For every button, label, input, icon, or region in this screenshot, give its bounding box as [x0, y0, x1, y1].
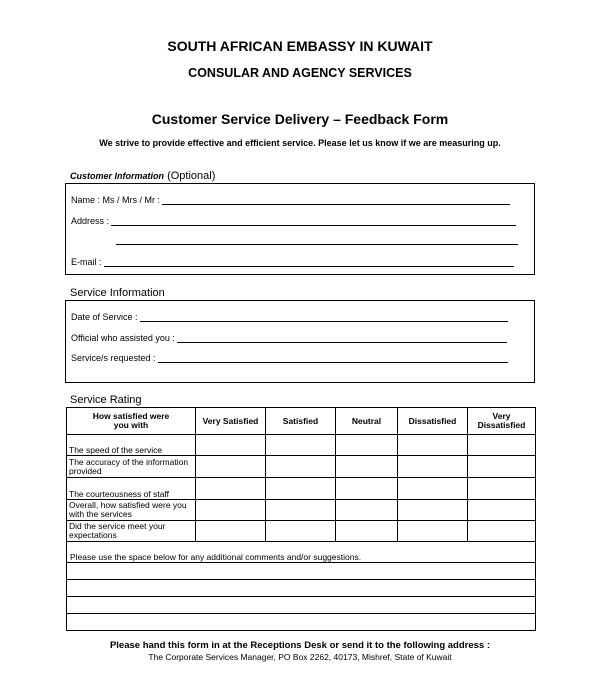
question-accuracy: The accuracy of the information provided	[67, 456, 196, 478]
rating-cell[interactable]	[336, 500, 398, 521]
question-column-header: How satisfied were you with	[67, 408, 196, 435]
rating-cell[interactable]	[468, 521, 536, 542]
comments-label-row	[67, 542, 536, 563]
rating-cell[interactable]	[468, 500, 536, 521]
question-courtesy: The courteousness of staff	[67, 478, 196, 500]
email-field[interactable]	[71, 257, 514, 267]
embassy-title: SOUTH AFRICAN EMBASSY IN KUWAIT	[167, 38, 433, 54]
rating-cell[interactable]	[196, 500, 266, 521]
date-input-line[interactable]	[140, 313, 508, 322]
rating-cell[interactable]	[266, 456, 336, 478]
customer-info-heading	[70, 170, 215, 182]
rating-cell[interactable]	[336, 478, 398, 500]
rating-cell[interactable]	[398, 478, 468, 500]
service-info-box	[65, 300, 535, 383]
rating-row-overall	[67, 500, 536, 521]
comments-input[interactable]	[67, 563, 536, 580]
address-field[interactable]	[71, 216, 516, 226]
comments-line[interactable]	[67, 563, 536, 580]
date-field[interactable]	[71, 312, 508, 322]
rating-header-row	[67, 408, 536, 435]
official-field[interactable]	[71, 333, 507, 343]
question-expectations: Did the service meet your expectations	[67, 521, 196, 542]
rating-cell[interactable]	[398, 456, 468, 478]
email-label: E-mail :	[71, 257, 102, 267]
rating-cell[interactable]	[398, 521, 468, 542]
rating-row-courtesy	[67, 478, 536, 500]
services-field[interactable]	[71, 353, 508, 363]
rating-cell[interactable]	[468, 435, 536, 456]
comments-label: Please use the space below for any additional comments and/or suggestions.	[67, 542, 536, 563]
rating-cell[interactable]	[196, 456, 266, 478]
column-header-very-dissatisfied: Very Dissatisfied	[468, 408, 536, 435]
column-header-very-satisfied: Very Satisfied	[196, 408, 266, 435]
form-title: Customer Service Delivery – Feedback Form	[151, 111, 449, 127]
rating-row-accuracy	[67, 456, 536, 478]
service-rating-heading: Service Rating	[70, 394, 142, 406]
question-speed: The speed of the service	[67, 435, 196, 456]
rating-cell[interactable]	[336, 521, 398, 542]
name-field[interactable]	[71, 195, 510, 205]
rating-cell[interactable]	[266, 500, 336, 521]
service-info-heading: Service Information	[70, 287, 165, 299]
rating-cell[interactable]	[468, 456, 536, 478]
rating-cell[interactable]	[468, 478, 536, 500]
rating-cell[interactable]	[196, 521, 266, 542]
comments-line[interactable]	[67, 614, 536, 631]
rating-cell[interactable]	[266, 521, 336, 542]
rating-row-expectations	[67, 521, 536, 542]
rating-cell[interactable]	[398, 435, 468, 456]
rating-cell[interactable]	[266, 435, 336, 456]
comments-input[interactable]	[67, 614, 536, 631]
services-input-line[interactable]	[158, 354, 508, 363]
column-header-satisfied: Satisfied	[266, 408, 336, 435]
rating-cell[interactable]	[398, 500, 468, 521]
official-label: Official who assisted you :	[71, 333, 175, 343]
column-header-dissatisfied: Dissatisfied	[398, 408, 468, 435]
form-tagline: We strive to provide effective and efficient service. Please let us know if we are measuring up.	[99, 138, 501, 148]
rating-cell[interactable]	[266, 478, 336, 500]
rating-cell[interactable]	[336, 435, 398, 456]
official-input-line[interactable]	[177, 334, 507, 343]
address-input-line-1[interactable]	[111, 217, 516, 226]
footer-instruction: Please hand this form in at the Receptions Desk or send it to the following address :	[109, 640, 491, 651]
customer-info-optional-note: (Optional)	[167, 170, 216, 182]
rating-cell[interactable]	[196, 435, 266, 456]
address-input-line-2[interactable]	[116, 243, 518, 245]
comments-input[interactable]	[67, 580, 536, 597]
date-label: Date of Service :	[71, 312, 138, 322]
comments-input[interactable]	[67, 597, 536, 614]
column-header-neutral: Neutral	[336, 408, 398, 435]
question-overall: Overall, how satisfied were you with the services	[67, 500, 196, 521]
rating-row-speed	[67, 435, 536, 456]
comments-line[interactable]	[67, 597, 536, 614]
rating-cell[interactable]	[336, 456, 398, 478]
name-label: Name : Ms / Mrs / Mr :	[71, 195, 160, 205]
name-input-line[interactable]	[162, 196, 510, 205]
footer-address: The Corporate Services Manager, PO Box 2262, 40173, Mishref, State of Kuwait	[148, 652, 452, 662]
rating-cell[interactable]	[196, 478, 266, 500]
rating-table	[66, 407, 536, 631]
services-subtitle: CONSULAR AND AGENCY SERVICES	[188, 66, 412, 80]
comments-line[interactable]	[67, 580, 536, 597]
address-label: Address :	[71, 216, 110, 226]
email-input-line[interactable]	[104, 258, 514, 267]
customer-info-box	[65, 183, 535, 275]
services-label: Service/s requested :	[71, 353, 156, 363]
customer-info-heading-text: Customer Information	[70, 171, 165, 181]
